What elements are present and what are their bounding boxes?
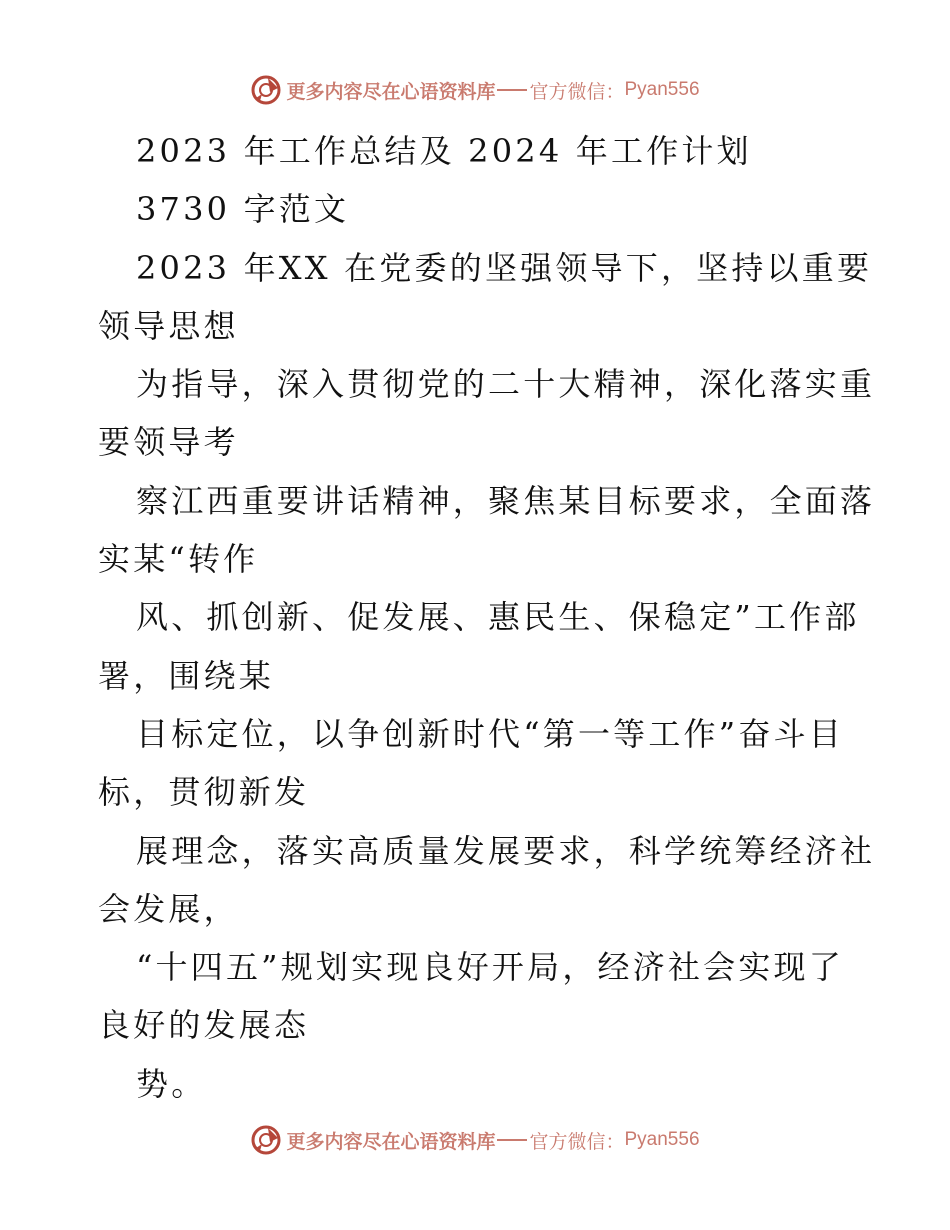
banner-official-label: 官方微信：: [529, 80, 625, 103]
text-line: 为指导，深入贯彻党的二十大精神，深化落实重: [136, 365, 876, 404]
banner-slogan: 更多内容尽在心语资料库: [286, 1130, 496, 1153]
text-line: 良好的发展态: [98, 1006, 310, 1045]
banner-wechat-id: Pyan556: [624, 79, 700, 100]
text-line: 2023 年工作总结及 2024 年工作计划: [136, 132, 752, 170]
text-line: 实某“转作: [98, 540, 259, 579]
banner-wechat-id: Pyan556: [624, 1129, 700, 1150]
text-line: 风、抓创新、促发展、惠民生、保稳定”工作部: [136, 598, 860, 637]
banner-slogan: 更多内容尽在心语资料库: [286, 80, 496, 103]
brand-logo-icon: [250, 74, 282, 106]
text-line: 展理念，落实高质量发展要求，科学统筹经济社: [136, 831, 876, 870]
brand-logo-icon: [250, 1124, 282, 1156]
banner-divider: [497, 1139, 527, 1141]
document-body: [98, 122, 876, 1113]
text-line: 目标定位，以争创新时代“第一等工作”奋斗目: [136, 714, 844, 753]
banner-official-label: 官方微信：: [529, 1130, 625, 1153]
text-line: 势。: [136, 1064, 207, 1103]
text-line: 3730 字范文: [136, 190, 350, 229]
text-line: 会发展，: [98, 889, 239, 928]
text-line: 要领导考: [98, 423, 239, 462]
footer-banner: [0, 1120, 950, 1160]
text-line: 2023 年XX 在党委的坚强领导下，坚持以重要: [136, 248, 873, 287]
text-line: 察江西重要讲话精神，聚焦某目标要求，全面落: [136, 481, 876, 520]
banner-divider: [497, 89, 527, 91]
text-line: 标，贯彻新发: [98, 773, 310, 812]
header-banner: [0, 70, 950, 110]
text-line: 署，围绕某: [98, 656, 275, 695]
text-line: “十四五”规划实现良好开局，经济社会实现了: [136, 948, 844, 987]
text-line: 领导思想: [98, 306, 239, 345]
